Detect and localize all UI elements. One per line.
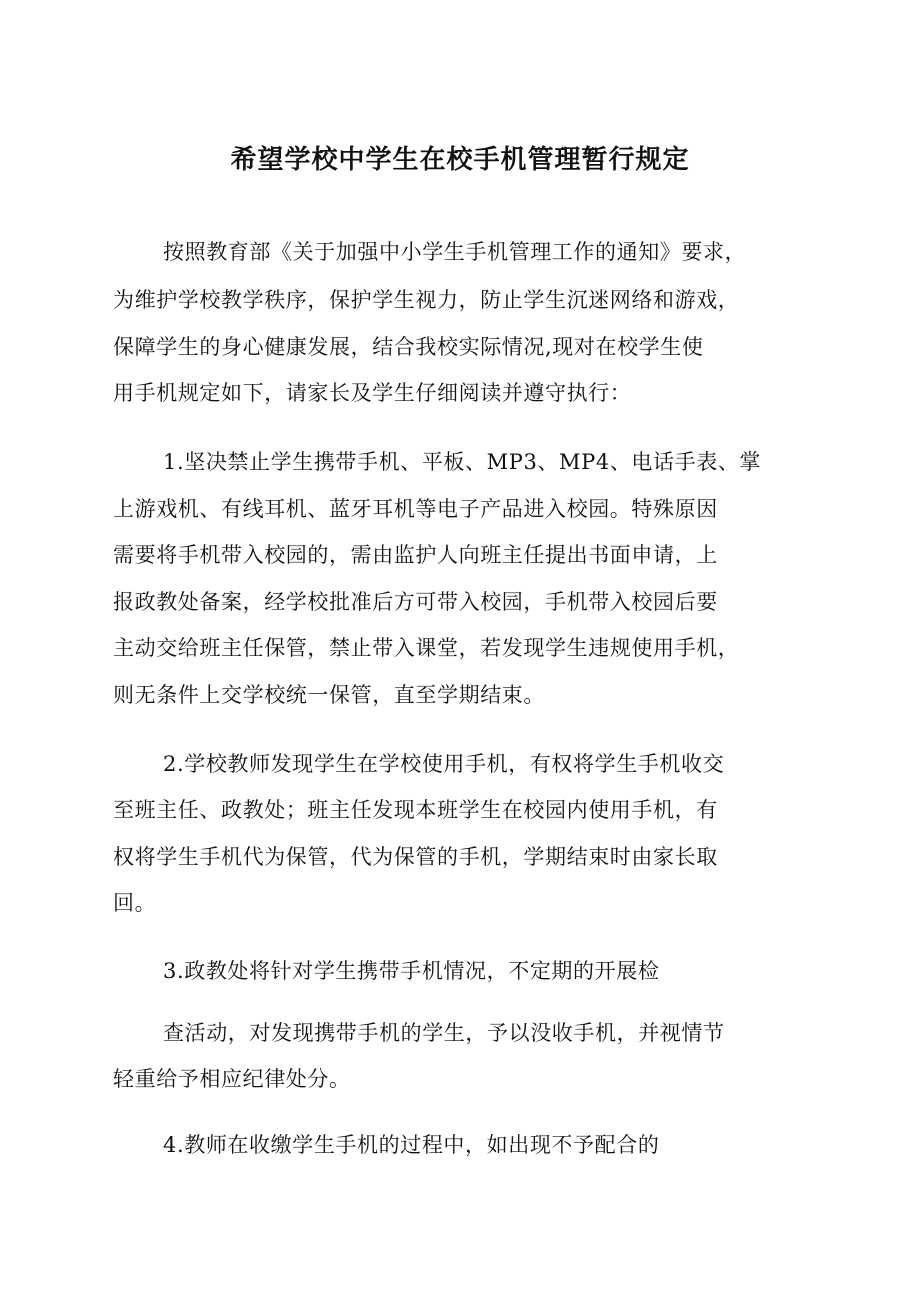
item1-line: 则无条件上交学校统一保管，直至学期结束。 — [113, 683, 545, 707]
item2-line: 2.学校教师发现学生在学校使用手机，有权将学生手机收交 — [163, 752, 725, 776]
intro-line: 按照教育部《关于加强中小学生手机管理工作的通知》要求， — [163, 240, 747, 264]
item3-line: 查活动，对发现携带手机的学生，予以没收手机，并视情节 — [163, 1021, 725, 1045]
item1-line: 1.坚决禁止学生携带手机、平板、MP3、MP4、电话手表、掌 — [163, 450, 762, 474]
item1-line: 上游戏机、有线耳机、蓝牙耳机等电子产品进入校园。特殊原因 — [113, 497, 718, 521]
intro-line: 用手机规定如下，请家长及学生仔细阅读并遵守执行： — [113, 381, 632, 405]
item2-line: 权将学生手机代为保管，代为保管的手机，学期结束时由家长取 — [113, 845, 718, 869]
item1-line: 报政教处备案，经学校批准后方可带入校园，手机带入校园后要 — [113, 590, 718, 614]
item2-line: 至班主任、政教处；班主任发现本班学生在校园内使用手机，有 — [113, 798, 718, 822]
item3-line: 3.政教处将针对学生携带手机情况，不定期的开展检 — [163, 959, 660, 983]
item1-line: 主动交给班主任保管，禁止带入课堂，若发现学生违规使用手机， — [113, 636, 740, 660]
item4-line: 4.教师在收缴学生手机的过程中，如出现不予配合的 — [163, 1133, 660, 1157]
intro-line: 为维护学校教学秩序，保护学生视力，防止学生沉迷网络和游戏， — [113, 288, 740, 312]
item2-line: 回。 — [113, 891, 157, 915]
item3-line: 轻重给予相应纪律处分。 — [113, 1067, 351, 1091]
document-title: 希望学校中学生在校手机管理暂行规定 — [230, 145, 690, 175]
item1-line: 需要将手机带入校园的，需由监护人向班主任提出书面申请，上 — [113, 543, 718, 567]
intro-line: 保障学生的身心健康发展，结合我校实际情况,现对在校学生使 — [113, 335, 704, 359]
